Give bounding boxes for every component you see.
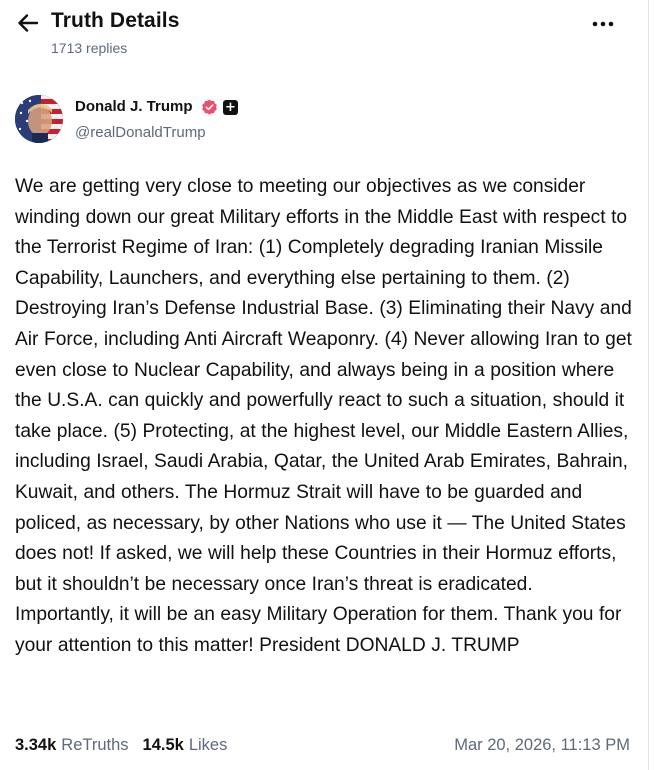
page-right-border	[648, 0, 655, 770]
retruths-label: ReTruths	[61, 736, 129, 754]
reply-count: 1713 replies	[51, 40, 128, 56]
verified-badge-icon	[201, 99, 218, 116]
avatar-image	[15, 95, 63, 143]
author-name[interactable]: Donald J. Trump	[75, 98, 193, 115]
arrow-left-icon	[17, 13, 39, 33]
likes-count: 14.5k	[142, 736, 184, 754]
avatar[interactable]	[15, 95, 63, 143]
retruths-count: 3.34k	[15, 736, 57, 754]
back-button[interactable]	[14, 10, 42, 36]
page-title: Truth Details	[51, 9, 180, 32]
retruths-stat[interactable]	[15, 736, 129, 755]
post-stats	[15, 736, 241, 755]
post-text: We are getting very close to meeting our objectives as we consider winding down our great Military efforts in the Middle East with respect to the Terrorist Regime of Iran: (1) Completely degrading Iranian Missile Capability, Launchers, and everything else pertaining to them. (2) Destroying Iran’s Defense Industrial Base. (3) Eliminating their Navy and Air Force, including Anti Aircraft Weaponry. (4) Never allowing Iran to get even close to Nuclear Capability, and always being in a position where the U.S.A. can quickly and powerfully react to such a situation, should it take place. (5) Protecting, at the highest level, our Middle Eastern Allies, including Israel, Saudi Arabia, Qatar, the United Arab Emirates, Bahrain, Kuwait, and others. The Hormuz Strait will have to be guarded and policed, as necessary, by other Nations who use it — The United States does not! If asked, we will help these Countries in their Hormuz efforts, but it shouldn’t be necessary once Iran’s threat is eradicated. Importantly, it will be an easy Military Operation for them. Thank you for your attention to this matter! President DONALD J. TRUMP	[15, 176, 632, 656]
post-timestamp: Mar 20, 2026, 11:13 PM	[454, 736, 630, 754]
plus-badge-icon: +	[223, 100, 238, 115]
author-handle[interactable]: @realDonaldTrump	[75, 124, 206, 141]
more-options-button[interactable]	[586, 12, 620, 36]
page-header	[0, 0, 648, 72]
likes-stat[interactable]	[143, 736, 228, 755]
likes-label: Likes	[188, 736, 228, 754]
more-horizontal-icon	[592, 21, 614, 27]
